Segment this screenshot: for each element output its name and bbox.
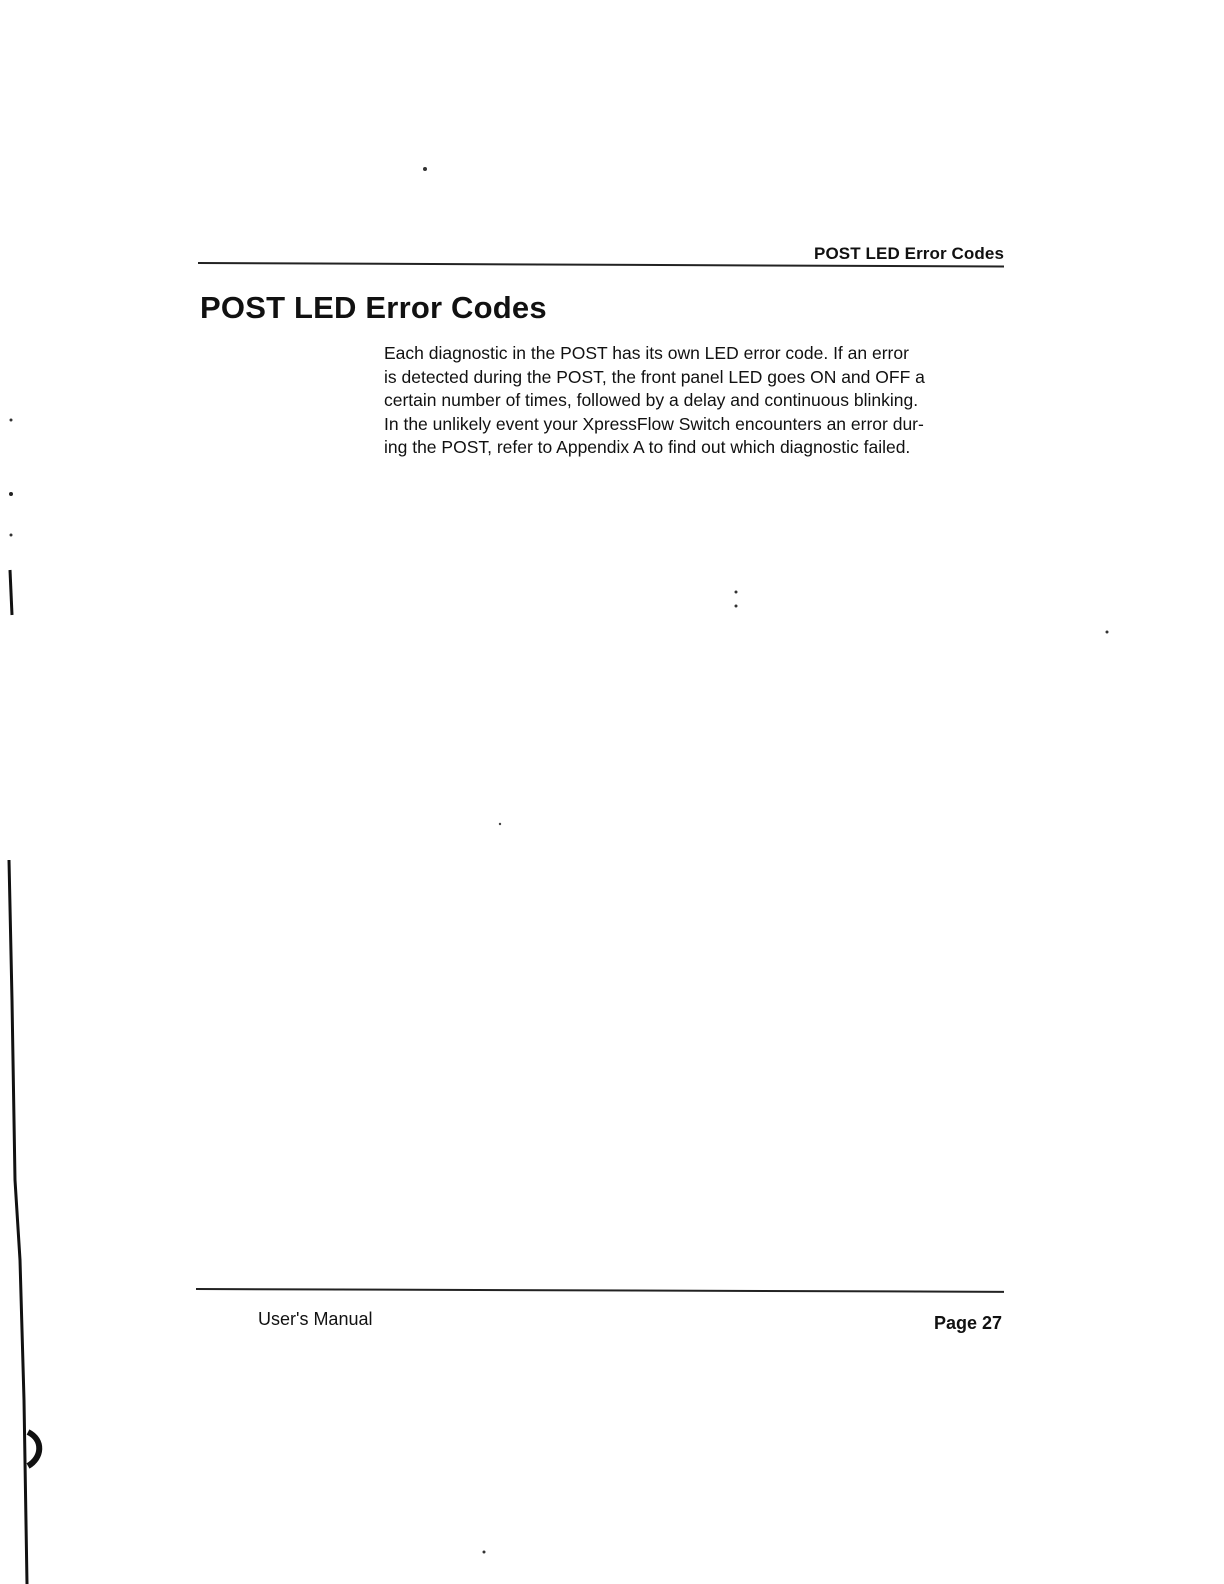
body-line: is detected during the POST, the front panel LED goes ON and OFF a	[384, 366, 925, 387]
footer-manual-title: User's Manual	[258, 1309, 373, 1329]
running-header: POST LED Error Codes	[814, 244, 1004, 263]
body-line: Each diagnostic in the POST has its own LED error code. If an error	[384, 343, 909, 363]
body-line: ing the POST, refer to Appendix A to find out which diagnostic failed.	[384, 437, 911, 457]
section-title: POST LED Error Codes	[200, 290, 547, 325]
body-line: In the unlikely event your XpressFlow Switch encounters an error dur-	[384, 413, 924, 434]
body-line: certain number of times, followed by a delay and continuous blinking.	[384, 390, 919, 410]
body-paragraph	[384, 342, 1024, 460]
page-number: Page 27	[933, 1313, 1002, 1333]
